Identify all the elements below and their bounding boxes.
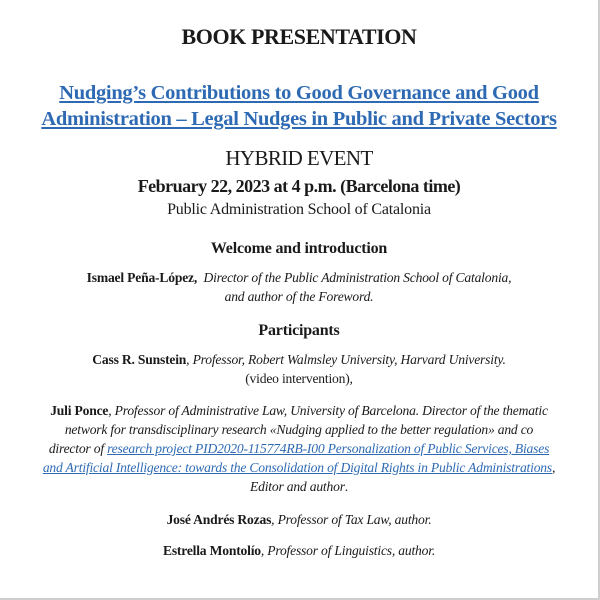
- participant-role-cont: network for transdisciplinary research «Nudging applied to the better regulation» and co: [64, 422, 534, 437]
- participant-rozas: [0, 510, 598, 529]
- participant-role-prefix: director of: [48, 441, 108, 456]
- speaker-role-cont: and author of the Foreword.: [224, 289, 374, 304]
- participant-name: Estrella Montolío: [162, 543, 261, 558]
- participant-role-editor: Editor and author: [250, 479, 345, 494]
- participant-role: , Professor of Tax Law, author.: [271, 512, 432, 527]
- welcome-speaker: [0, 268, 598, 306]
- document-title: BOOK PRESENTATION: [181, 24, 417, 49]
- period: .: [344, 479, 348, 494]
- participant-sunstein: [0, 350, 598, 388]
- event-type: HYBRID EVENT: [225, 146, 373, 170]
- link-trailing-comma: ,: [551, 460, 556, 475]
- participant-name: Cass R. Sunstein: [92, 352, 187, 367]
- book-title-line-2[interactable]: Administration – Legal Nudges in Public and Private Sectors: [41, 108, 557, 130]
- book-title-link[interactable]: [0, 80, 598, 132]
- research-project-link[interactable]: research project PID2020-115774RB-I00 Personalization of Public Services, Biases: [107, 441, 550, 456]
- participant-role: , Professor of Linguistics, author.: [260, 543, 436, 558]
- participant-note: (video intervention),: [245, 371, 353, 386]
- participant-name: José Andrés Rozas: [166, 512, 272, 527]
- participant-role: , Professor of Administrative Law, University of Barcelona. Director of the thematic: [108, 403, 548, 418]
- participant-montolio: [0, 541, 598, 560]
- participants-heading: Participants: [258, 322, 340, 339]
- speaker-name: Ismael Peña-López,: [86, 270, 198, 285]
- event-date: February 22, 2023 at 4 p.m. (Barcelona time): [137, 176, 461, 196]
- research-project-link-cont[interactable]: and Artificial Intelligence: towards the Consolidation of Digital Rights in Public Administrations: [42, 460, 552, 475]
- participant-role: , Professor, Robert Walmsley University, Harvard University.: [186, 352, 506, 367]
- event-venue: Public Administration School of Catalonia: [167, 201, 431, 218]
- speaker-role: Director of the Public Administration School of Catalonia,: [203, 270, 512, 285]
- participant-name: Juli Ponce: [50, 403, 109, 418]
- book-title-line-1[interactable]: Nudging’s Contributions to Good Governance and Good: [59, 82, 539, 104]
- welcome-heading: Welcome and introduction: [210, 240, 388, 257]
- participant-ponce: [0, 401, 598, 496]
